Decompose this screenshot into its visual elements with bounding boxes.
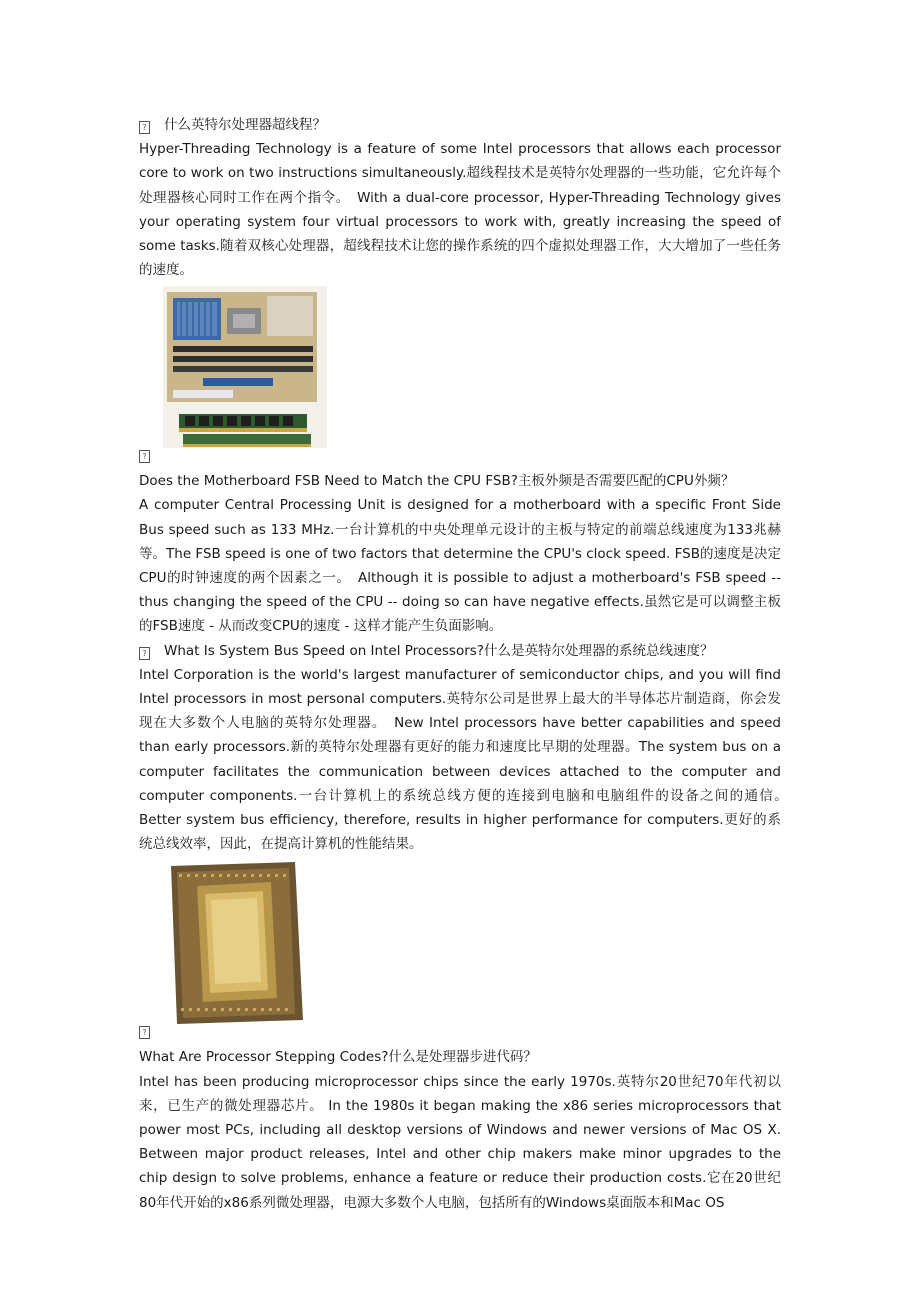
missing-image-glyph-icon: ? bbox=[139, 121, 150, 134]
paragraph: Intel Corporation is the world's largest manufacturer of semiconductor chips, and you will find Intel processors in most personal computers.英特尔公司是世界上最大的半导体芯片制造商，你会发现在大多数个人电脑的英特尔处理器。 New Intel processors have better capabilities and speed than early processors.新的英特尔处理器有更好的能力和速度比早期的处理器。The system bus on a computer facilitates the communication between devices attached to the computer and computer components.一台计算机上的系统总线方便的连接到电脑和电脑组件的设备之间的通信。 Better system bus efficiency, therefore, results in higher performance for computers.更好的系统总线效率，因此，在提高计算机的性能结果。 bbox=[139, 666, 795, 853]
missing-image-glyph-icon: ? bbox=[139, 450, 150, 463]
section-heading: What Are Processor Stepping Codes?什么是处理器步进代码？ bbox=[139, 1049, 537, 1066]
paragraph: Hyper-Threading Technology is a feature of some Intel processors that allows each processor core to work on two instructions simultaneously.超线程技术是英特尔处理器的一些功能，它允许每个处理器核心同时工作在两个指令。 With a dual-core processor, Hyper-Threading Technology gives your operating system four virtual processors to work with, greatly increasing the speed of some tasks.随着双核心处理器，超线程技术让您的操作系统的四个虚拟处理器工作，大大增加了一些任务的速度。 bbox=[139, 141, 781, 279]
heading-text: 什么英特尔处理器超线程？ bbox=[164, 117, 326, 133]
paragraph: A computer Central Processing Unit is designed for a motherboard with a specific Front Side Bus speed such as 133 MHz.一台计算机的中央处理单元设计的主板与特定的前端总线速度为133兆赫等。The FSB speed is one of two factors that determine the CPU's clock speed. FSB的速度是决定CPU的时钟速度的两个因素之一。 Although it is possible to adjust a motherboard's FSB speed -- thus changing the speed of the CPU -- doing so can have negative effects.虽然它是可以调整主板的FSB速度 - 从而改变CPU的速度 - 这样才能产生负面影响。 bbox=[139, 497, 781, 635]
missing-image-glyph-icon: ? bbox=[139, 1026, 150, 1039]
missing-image-glyph-icon: ? bbox=[139, 647, 150, 660]
section-heading bbox=[139, 113, 781, 137]
paragraph: Intel has been producing microprocessor chips since the early 1970s.英特尔20世纪70年代初以来，已生产的微处理器芯片。 In the 1980s it began making the x86 series microprocessors that power most PCs, including all desktop versions of Windows and newer versions of Mac OS X. Between major product releases, Intel and other chip makers make minor upgrades to the chip design to solve problems, enhance a feature or reduce their production costs.它在20世纪80年代开始的x86系列微处理器，电源大多数个人电脑，包括所有的Windows桌面版本和Mac OS bbox=[139, 1073, 781, 1211]
heading-text: What Is System Bus Speed on Intel Processors?什么是英特尔处理器的系统总线速度？ bbox=[164, 642, 714, 659]
section-heading bbox=[139, 639, 781, 663]
cpu-chip-photo-icon bbox=[163, 862, 311, 1024]
document-page bbox=[139, 113, 795, 1215]
motherboard-photo-icon bbox=[163, 286, 327, 448]
section-heading: Does the Motherboard FSB Need to Match the CPU FSB?主板外频是否需要匹配的CPU外频？ bbox=[139, 473, 735, 490]
